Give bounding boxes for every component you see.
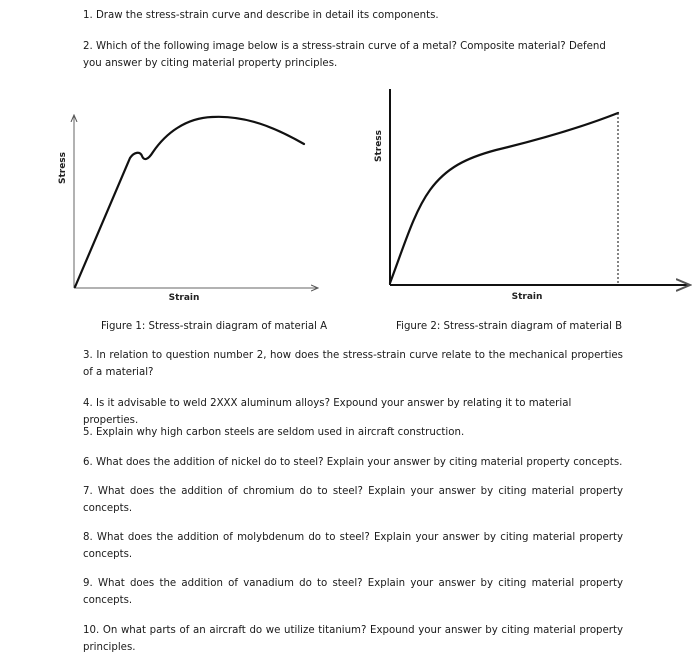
question-8: 8. What does the addition of molybdenum do to steel? Explain your answer by citing material property concepts. <box>83 532 623 560</box>
figure-a-xlabel: Strain <box>168 293 200 303</box>
question-2: 2. Which of the following image below is a stress-strain curve of a metal? Composite material? Defend you answer by citing material property principles. <box>83 41 606 69</box>
figure-b-xlabel: Strain <box>511 292 543 302</box>
figure-b-ylabel: Stress <box>374 129 384 163</box>
question-6: 6. What does the addition of nickel do to steel? Explain your answer by citing material property concepts. <box>83 457 623 468</box>
question-1: 1. Draw the stress-strain curve and describe in detail its components. <box>83 10 439 21</box>
question-10: 10. On what parts of an aircraft do we utilize titanium? Expound your answer by citing material property principles. <box>83 625 623 653</box>
figure-b <box>374 89 690 302</box>
figure-a-ylabel: Stress <box>58 151 68 185</box>
figure-b-caption: Figure 2: Stress-strain diagram of material B <box>396 321 623 332</box>
figure-a-caption: Figure 1: Stress-strain diagram of material A <box>101 321 328 332</box>
question-5: 5. Explain why high carbon steels are seldom used in aircraft construction. <box>83 427 465 438</box>
figure-a-curve <box>75 117 304 287</box>
question-3: 3. In relation to question number 2, how does the stress-strain curve relate to the mechanical properties of a material? <box>83 350 623 378</box>
figure-b-curve <box>390 113 618 283</box>
figure-a <box>58 115 318 303</box>
question-9: 9. What does the addition of vanadium do to steel? Explain your answer by citing material property concepts. <box>83 578 623 606</box>
question-4: 4. Is it advisable to weld 2XXX aluminum alloys? Expound your answer by relating it to material properties. <box>83 398 572 426</box>
question-7: 7. What does the addition of chromium do to steel? Explain your answer by citing material property concepts. <box>83 486 623 514</box>
